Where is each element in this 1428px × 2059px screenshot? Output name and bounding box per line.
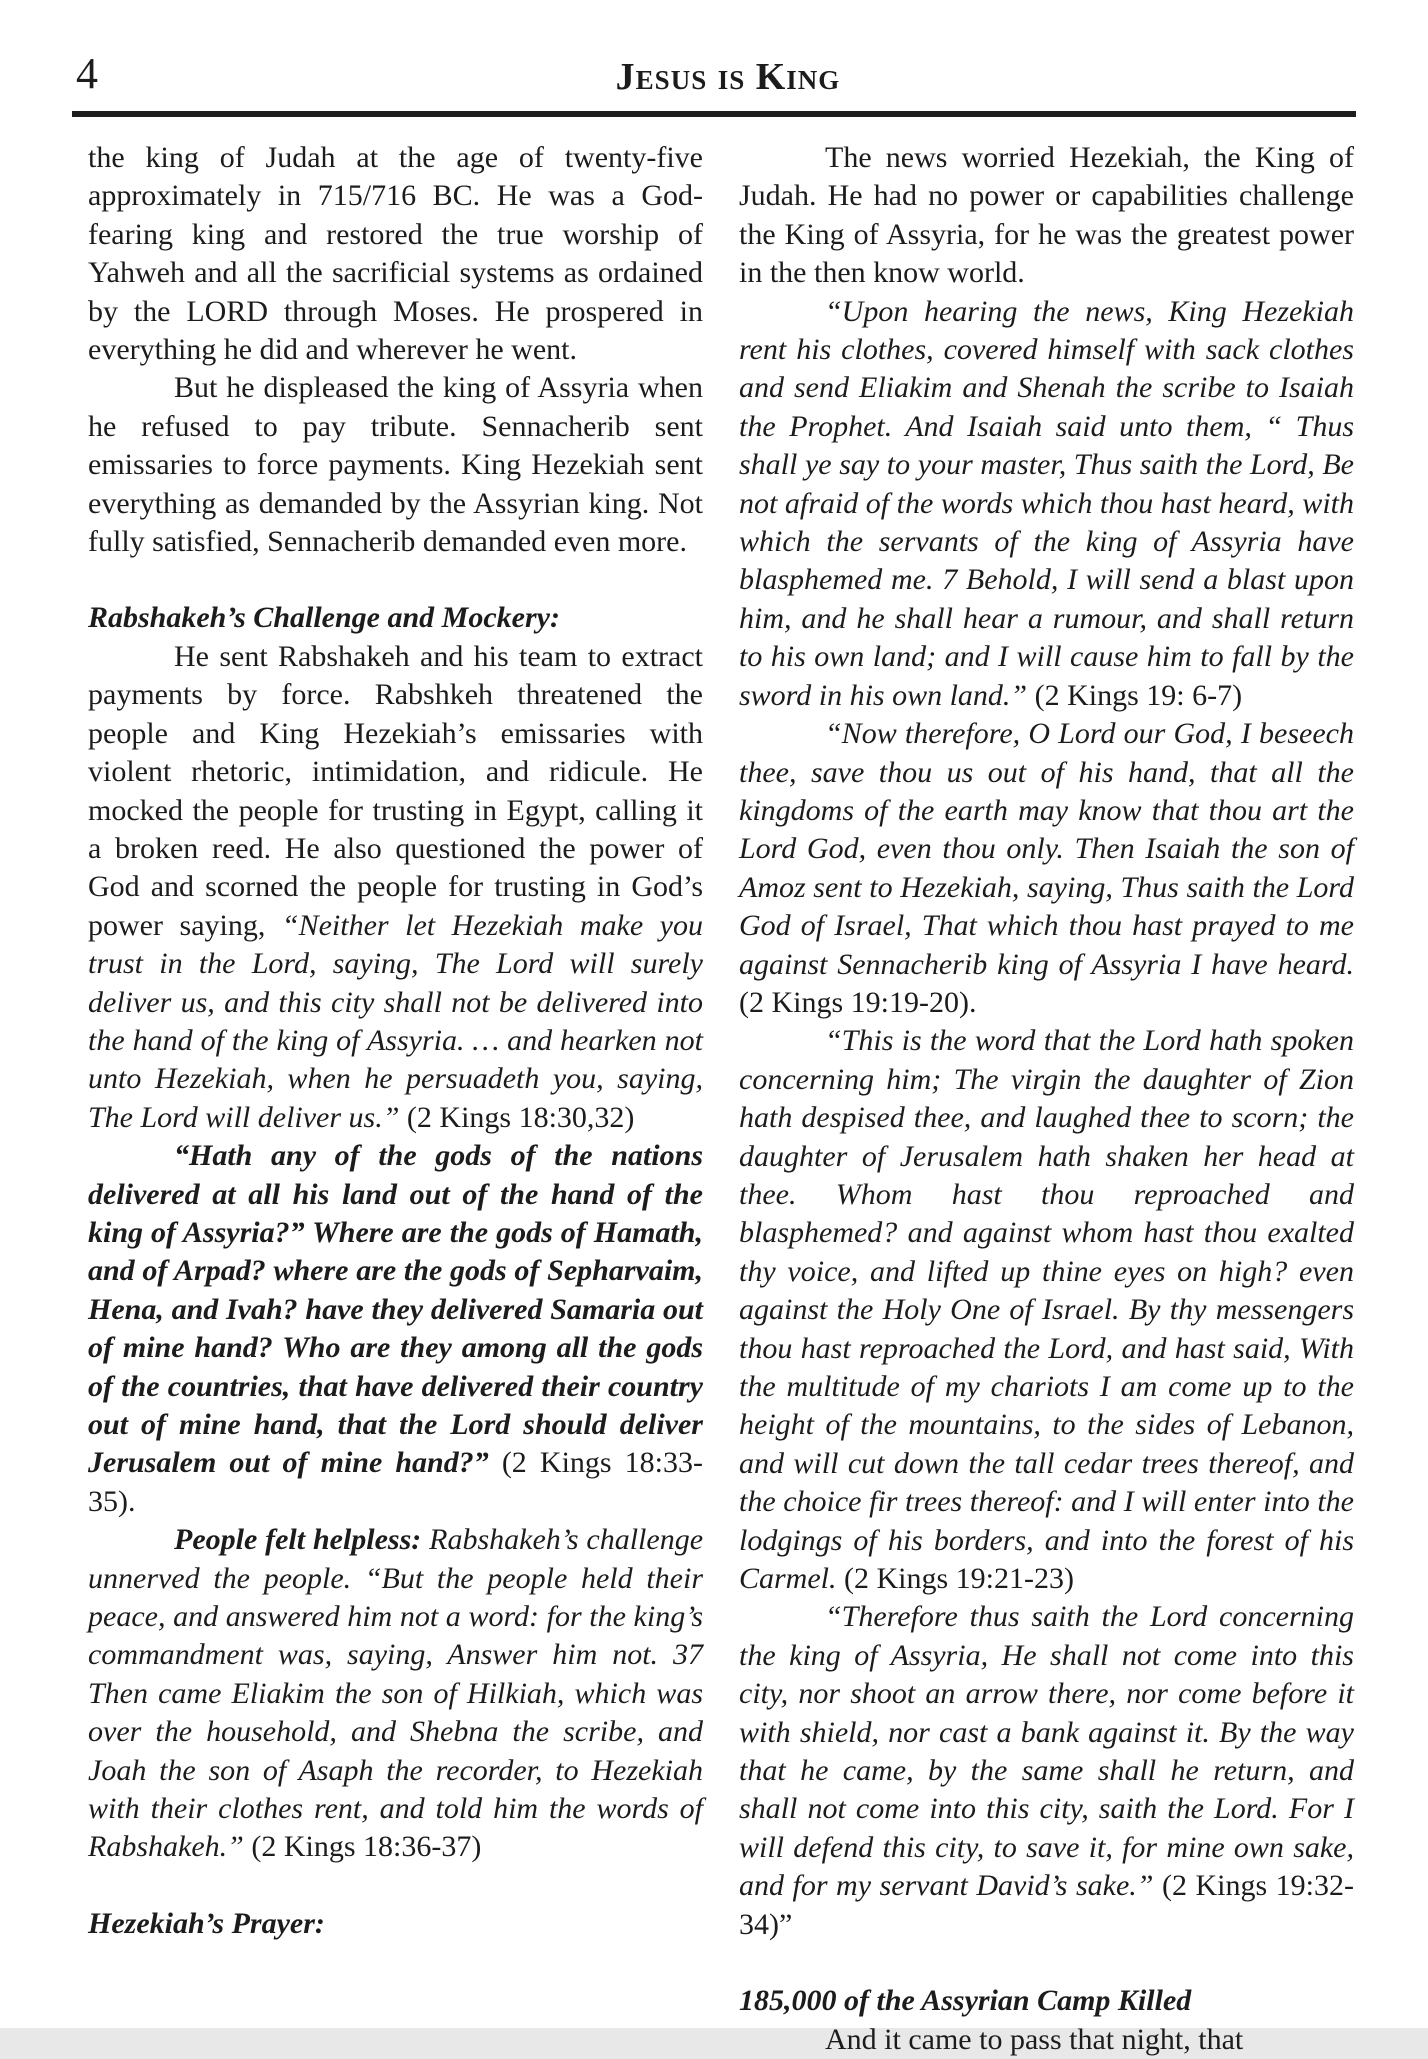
page-header [72, 0, 1356, 118]
paragraph [88, 1137, 703, 1521]
paragraph [739, 2021, 1354, 2059]
header-rule [72, 111, 1356, 117]
paragraph [88, 1521, 703, 1867]
paragraph [739, 1022, 1354, 1598]
section-heading-assyrian-camp-killed: 185,000 of the Assyrian Camp Killed [739, 1984, 1192, 2018]
scripture-ref-segment: (2 Kings 19:19-20). [739, 985, 977, 1019]
scripture-quote-segment: Rabshakeh’s challenge unnerved the people. “But the people held their peace, and answered him not a word: for the king’s commandment was, saying, Answer him not. 37 Then came Eliakim the son of Hilkiah, which was over the household, and Shebna the scribe, and Joah the son of Asaph the recorder, to Hezekiah with their clothes rent, and told him the words of Rabshakeh.” [88, 1523, 704, 1864]
scripture-ref-segment: (2 Kings 18:33-35). [88, 1446, 703, 1518]
paragraph [739, 293, 1354, 715]
scripture-quote-segment: “Neither let Hezekiah make you trust in the Lord, saying, The Lord will surely deliver us, and this city shall not be delivered into the hand of the king of Assyria. … and hearken not unto Hezekiah, when he persuadeth you, saying, The Lord will deliver us.” [88, 908, 704, 1134]
body-text-segment: The news worried Hezekiah, the King of Judah. He had no power or capabilities challenge the King of Assyria, for he was the greatest power in the then know world. [739, 141, 1354, 290]
scripture-ref-segment: (2 Kings 19: 6-7) [1027, 678, 1243, 712]
paragraph [88, 139, 703, 369]
scripture-ref-segment: (2 Kings 19:32-34)” [739, 1869, 1354, 1941]
section-heading-hezekiah-prayer: Hezekiah’s Prayer: [88, 1906, 325, 1940]
body-text-segment: But he displeased the king of Assyria when he refused to pay tribute. Sennacherib sent emissaries to force payments. King Hezekiah sent everything as demanded by the Assyrian king. Not fully satisfied, Sennacherib demanded even more. [88, 371, 703, 559]
paragraph [88, 638, 703, 1137]
page-title: Jesus is King [615, 56, 841, 98]
left-column [88, 139, 703, 2028]
body-text-segment: the king of Judah at the age of twenty-five approximately in 715/716 BC. He was a God-fearing king and restored the true worship of Yahweh and all the sacrificial systems as ordained by the LORD through Moses. He prospered in everything he did and wherever he went. [88, 141, 703, 367]
paragraph [739, 139, 1354, 293]
section-heading-rabshakeh-challenge: Rabshakeh’s Challenge and Mockery: [88, 601, 560, 635]
body-text-segment: He sent Rabshakeh and his team to extract payments by force. Rabshkeh threatened the people and King Hezekiah’s emissaries with violent rhetoric, intimidation, and ridicule. He mocked the people for trusting in Egypt, calling it a broken reed. He also questioned the power of God and scorned the people for trusting in God’s power saying, [88, 639, 703, 942]
scripture-quote-segment: “Hath any of the gods of the nations delivered at all his land out of the hand of the king of Assyria?” Where are the gods of Hamath, and of Arpad? where are the gods of Sepharvaim, Hena, and Ivah? have they delivered Samaria out of mine hand? Who are they among all the gods of the countries, that have delivered their country out of mine hand, that the Lord should deliver Jerusalem out of mine hand?” [88, 1139, 703, 1480]
two-column-body [88, 139, 1354, 2056]
paragraph [88, 369, 703, 561]
scripture-quote-segment: “Now therefore, O Lord our God, I beseech thee, save thou us out of his hand, that all the kingdoms of the earth may know that thou art the Lord God, even thou only. Then Isaiah the son of Amoz sent to Hezekiah, saying, Thus saith the Lord God of Israel, That which thou hast prayed to me against Sennacherib king of Assyria I have heard. [739, 717, 1354, 981]
paragraph [739, 715, 1354, 1022]
body-text-segment: And it came to pass that night, that [825, 2022, 1244, 2056]
page-number: 4 [76, 49, 98, 98]
scripture-quote-segment: “Therefore thus saith the Lord concerning the king of Assyria, He shall not come into this city, nor shoot an arrow there, nor come before it with shield, nor cast a bank against it. By the way that he came, by the same shall he return, and shall not come into this city, saith the Lord. For I will defend this city, to save it, for mine own sake, and for my servant David’s sake.” [739, 1600, 1354, 1903]
right-column [739, 139, 1354, 2056]
scripture-ref-segment: (2 Kings 18:30,32) [399, 1100, 635, 1134]
scripture-quote-segment: “Upon hearing the news, King Hezekiah rent his clothes, covered himself with sack clothes and send Eliakim and Shenah the scribe to Isaiah the Prophet. And Isaiah said unto them, “ Thus shall ye say to your master, Thus saith the Lord, Be not afraid of the words which thou hast heard, with which the servants of the king of Assyria have blasphemed me. 7 Behold, I will send a blast upon him, and he shall hear a rumour, and shall return to his own land; and I will cause him to fall by the sword in his own land.” [739, 294, 1354, 712]
scripture-quote-segment: “This is the word that the Lord hath spoken concerning him; The virgin the daughter of Zion hath despised thee, and laughed thee to scorn; the daughter of Jerusalem hath shaken her head at thee. Whom hast thou reproached and blasphemed? and against whom hast thou exalted thy voice, and lifted up thine eyes on high? even against the Holy One of Israel. By thy messengers thou hast reproached the Lord, and hast said, With the multitude of my chariots I am come up to the height of the mountains, to the sides of Lebanon, and will cut down the tall cedar trees thereof, and the choice fir trees thereof: and I will enter into the lodgings of his borders, and into the forest of his Carmel. [739, 1024, 1354, 1596]
paragraph [739, 1598, 1354, 1944]
lead-in-segment: People felt helpless: [174, 1523, 430, 1557]
scripture-ref-segment: (2 Kings 19:21-23) [836, 1562, 1074, 1596]
scripture-ref-segment: (2 Kings 18:36-37) [243, 1830, 482, 1864]
